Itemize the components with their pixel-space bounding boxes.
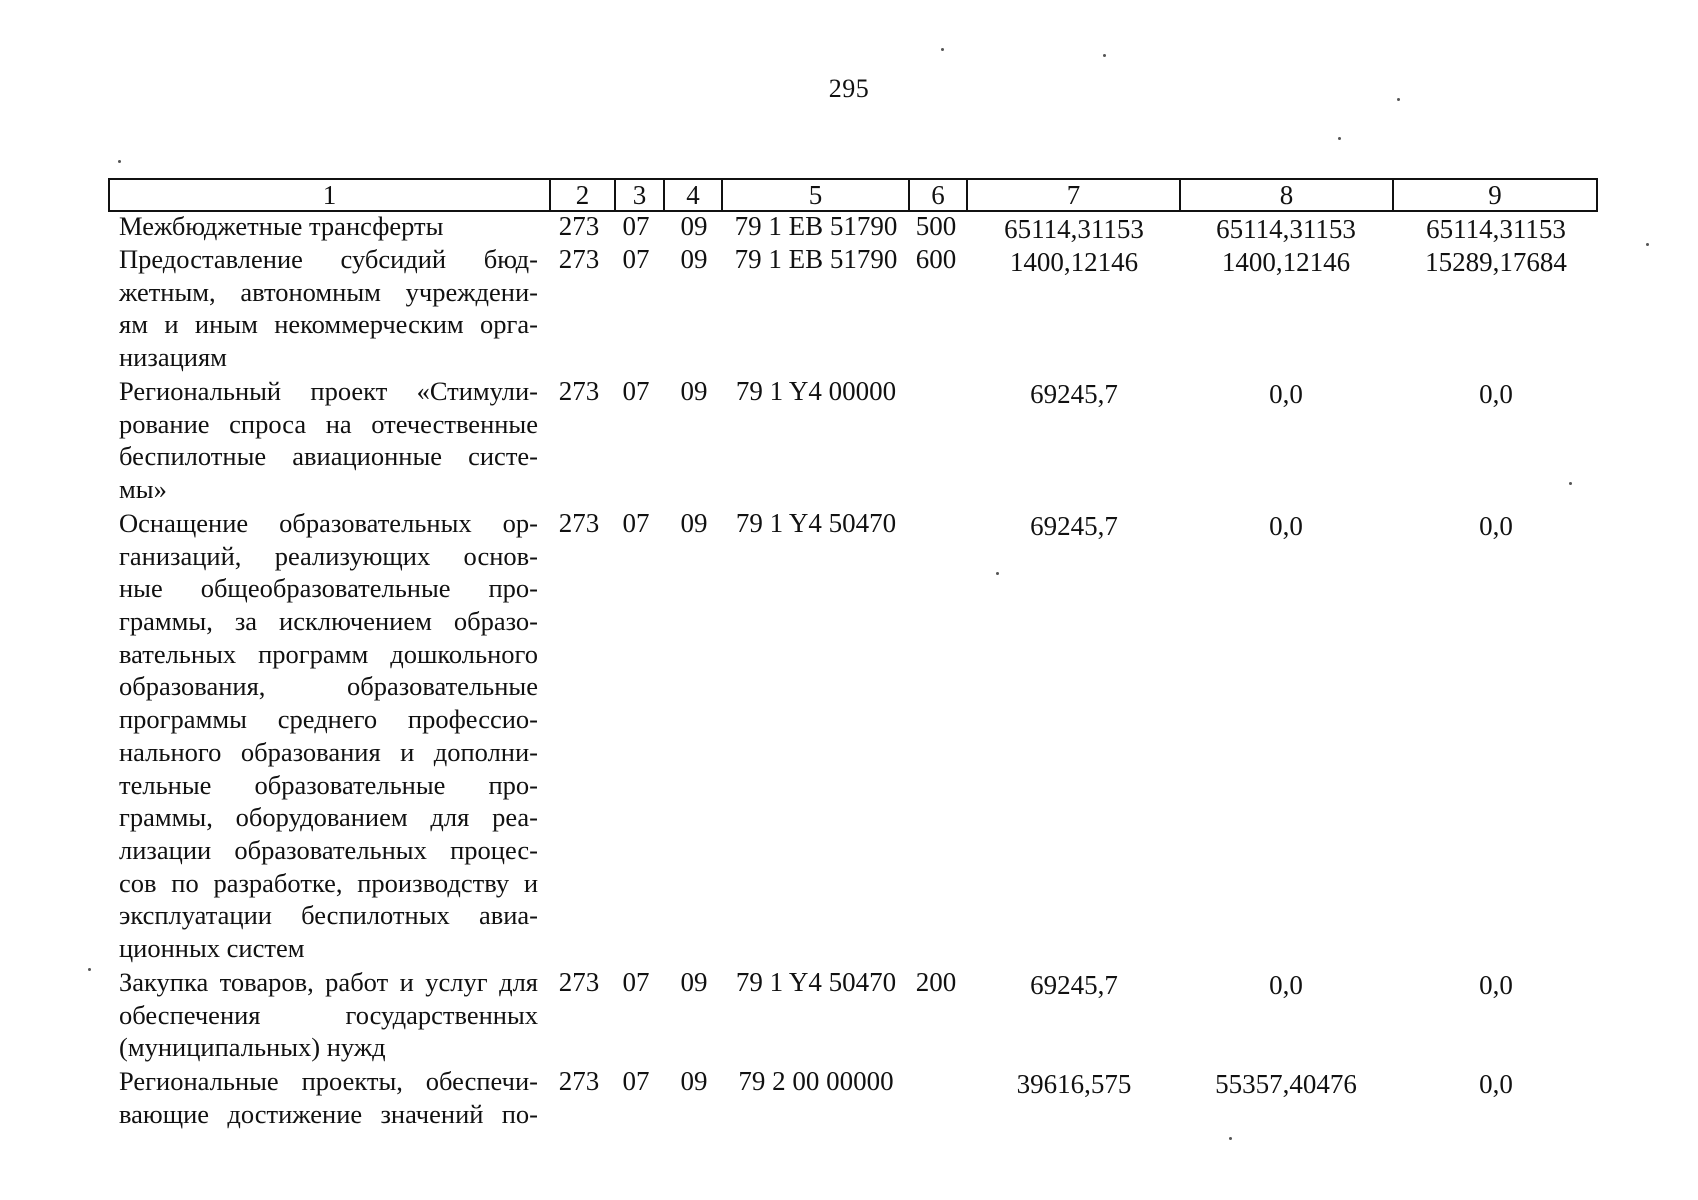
header-col-5: 5: [723, 180, 910, 210]
cell-col-5: 79 1 Y4 00000: [735, 376, 897, 406]
page-number: 295: [828, 74, 870, 103]
description-line: Региональный проект «Стимули-: [119, 376, 538, 406]
scan-speck: [88, 968, 91, 971]
scan-speck: [1397, 98, 1400, 101]
scan-speck: [118, 160, 121, 163]
cell-col-9: 0,0: [1479, 1069, 1513, 1099]
cell-col-7: 69245,7: [1030, 511, 1118, 541]
description-line: низациям: [119, 342, 227, 373]
description-line: образования, образовательные: [119, 671, 538, 702]
cell-col-4: 09: [680, 967, 708, 997]
description-line: вательных программ дошкольного: [119, 638, 538, 669]
cell-col-4: 09: [680, 1066, 708, 1096]
cell-col-7: 69245,7: [1030, 379, 1118, 409]
row-description: [119, 1065, 538, 1130]
cell-col-2: 273: [558, 376, 600, 406]
header-col-7: 7: [968, 180, 1181, 210]
description-line: ганизаций, реализующих основ-: [119, 540, 538, 571]
description-line: Межбюджетные трансферты: [119, 211, 444, 241]
cell-col-3: 07: [622, 508, 650, 538]
cell-col-4: 09: [680, 508, 708, 538]
cell-col-8: 1400,12146: [1221, 247, 1351, 277]
cell-col-2: 273: [558, 508, 600, 538]
cell-col-5: 79 1 EB 51790: [734, 244, 898, 274]
description-line: тельные образовательные про-: [119, 769, 538, 800]
cell-col-2: 273: [558, 244, 600, 274]
description-line: лизации образовательных процес-: [119, 834, 538, 865]
scan-speck: [1569, 482, 1572, 485]
header-col-4: 4: [665, 180, 723, 210]
cell-col-6: 600: [915, 244, 957, 274]
cell-col-4: 09: [680, 244, 708, 274]
description-line: ям и иным некоммерческим орга-: [119, 309, 538, 340]
cell-col-9: 65114,31153: [1426, 214, 1566, 244]
description-line: Предоставление субсидий бюд-: [119, 244, 538, 274]
description-line: беспилотные авиационные систе-: [119, 441, 538, 472]
cell-col-7: 69245,7: [1030, 970, 1118, 1000]
cell-col-6: 500: [915, 211, 957, 241]
cell-col-5: 79 2 00 00000: [738, 1066, 894, 1096]
cell-col-3: 07: [622, 376, 650, 406]
scan-speck: [1338, 137, 1341, 140]
cell-col-3: 07: [622, 211, 650, 241]
description-line: ные общеобразовательные про-: [119, 573, 538, 604]
scan-speck: [941, 48, 944, 51]
description-line: рование спроса на отечественные: [119, 408, 538, 439]
description-line: обеспечения государственных: [119, 999, 538, 1030]
cell-col-3: 07: [622, 1066, 650, 1096]
cell-col-9: 0,0: [1479, 970, 1513, 1000]
cell-col-2: 273: [558, 1066, 600, 1096]
cell-col-5: 79 1 Y4 50470: [735, 967, 897, 997]
description-line: (муниципальных) нужд: [119, 1032, 386, 1063]
cell-col-4: 09: [680, 376, 708, 406]
cell-col-5: 79 1 Y4 50470: [735, 508, 897, 538]
cell-col-8: 65114,31153: [1216, 214, 1356, 244]
cell-col-8: 0,0: [1269, 511, 1303, 541]
cell-col-6: 200: [915, 967, 957, 997]
cell-col-3: 07: [622, 244, 650, 274]
scan-speck: [1103, 54, 1106, 57]
scan-speck: [1646, 243, 1649, 246]
cell-col-7: 1400,12146: [1009, 247, 1139, 277]
row-description: [119, 507, 538, 965]
description-line: Оснащение образовательных ор-: [119, 508, 538, 538]
cell-col-7: 65114,31153: [1004, 214, 1144, 244]
cell-col-8: 55357,40476: [1215, 1069, 1357, 1099]
cell-col-9: 15289,17684: [1425, 247, 1567, 277]
header-col-3: 3: [616, 180, 665, 210]
description-line: Закупка товаров, работ и услуг для: [119, 967, 538, 997]
cell-col-8: 0,0: [1269, 379, 1303, 409]
cell-col-5: 79 1 EB 51790: [734, 211, 898, 241]
cell-col-9: 0,0: [1479, 511, 1513, 541]
header-col-9: 9: [1488, 180, 1502, 210]
header-col-2: 2: [551, 180, 616, 210]
cell-col-2: 273: [558, 211, 600, 241]
description-line: граммы, оборудованием для реа-: [119, 802, 538, 833]
table-header-row: [108, 178, 1598, 212]
header-col-6: 6: [910, 180, 968, 210]
description-line: мы»: [119, 474, 167, 505]
description-line: граммы, за исключением образо-: [119, 606, 538, 637]
description-line: ционных систем: [119, 932, 305, 963]
description-line: нального образования и дополни-: [119, 736, 538, 767]
header-col-8: 8: [1181, 180, 1394, 210]
description-line: сов по разработке, производству и: [119, 867, 538, 898]
cell-col-7: 39616,575: [1016, 1069, 1132, 1099]
cell-col-3: 07: [622, 967, 650, 997]
row-description: [119, 243, 538, 374]
cell-col-8: 0,0: [1269, 970, 1303, 1000]
row-description: [119, 966, 538, 1064]
row-description: [119, 210, 538, 243]
cell-col-2: 273: [558, 967, 600, 997]
cell-col-4: 09: [680, 211, 708, 241]
cell-col-9: 0,0: [1479, 379, 1513, 409]
description-line: жетным, автономным учреждени-: [119, 276, 538, 307]
scan-speck: [1229, 1137, 1232, 1140]
scan-speck: [996, 572, 999, 575]
description-line: вающие достижение значений по-: [119, 1098, 538, 1129]
row-description: [119, 375, 538, 506]
description-line: эксплуатации беспилотных авиа-: [119, 900, 538, 931]
header-col-1: 1: [110, 180, 551, 210]
description-line: Региональные проекты, обеспечи-: [119, 1066, 538, 1096]
description-line: программы среднего профессио-: [119, 704, 538, 735]
